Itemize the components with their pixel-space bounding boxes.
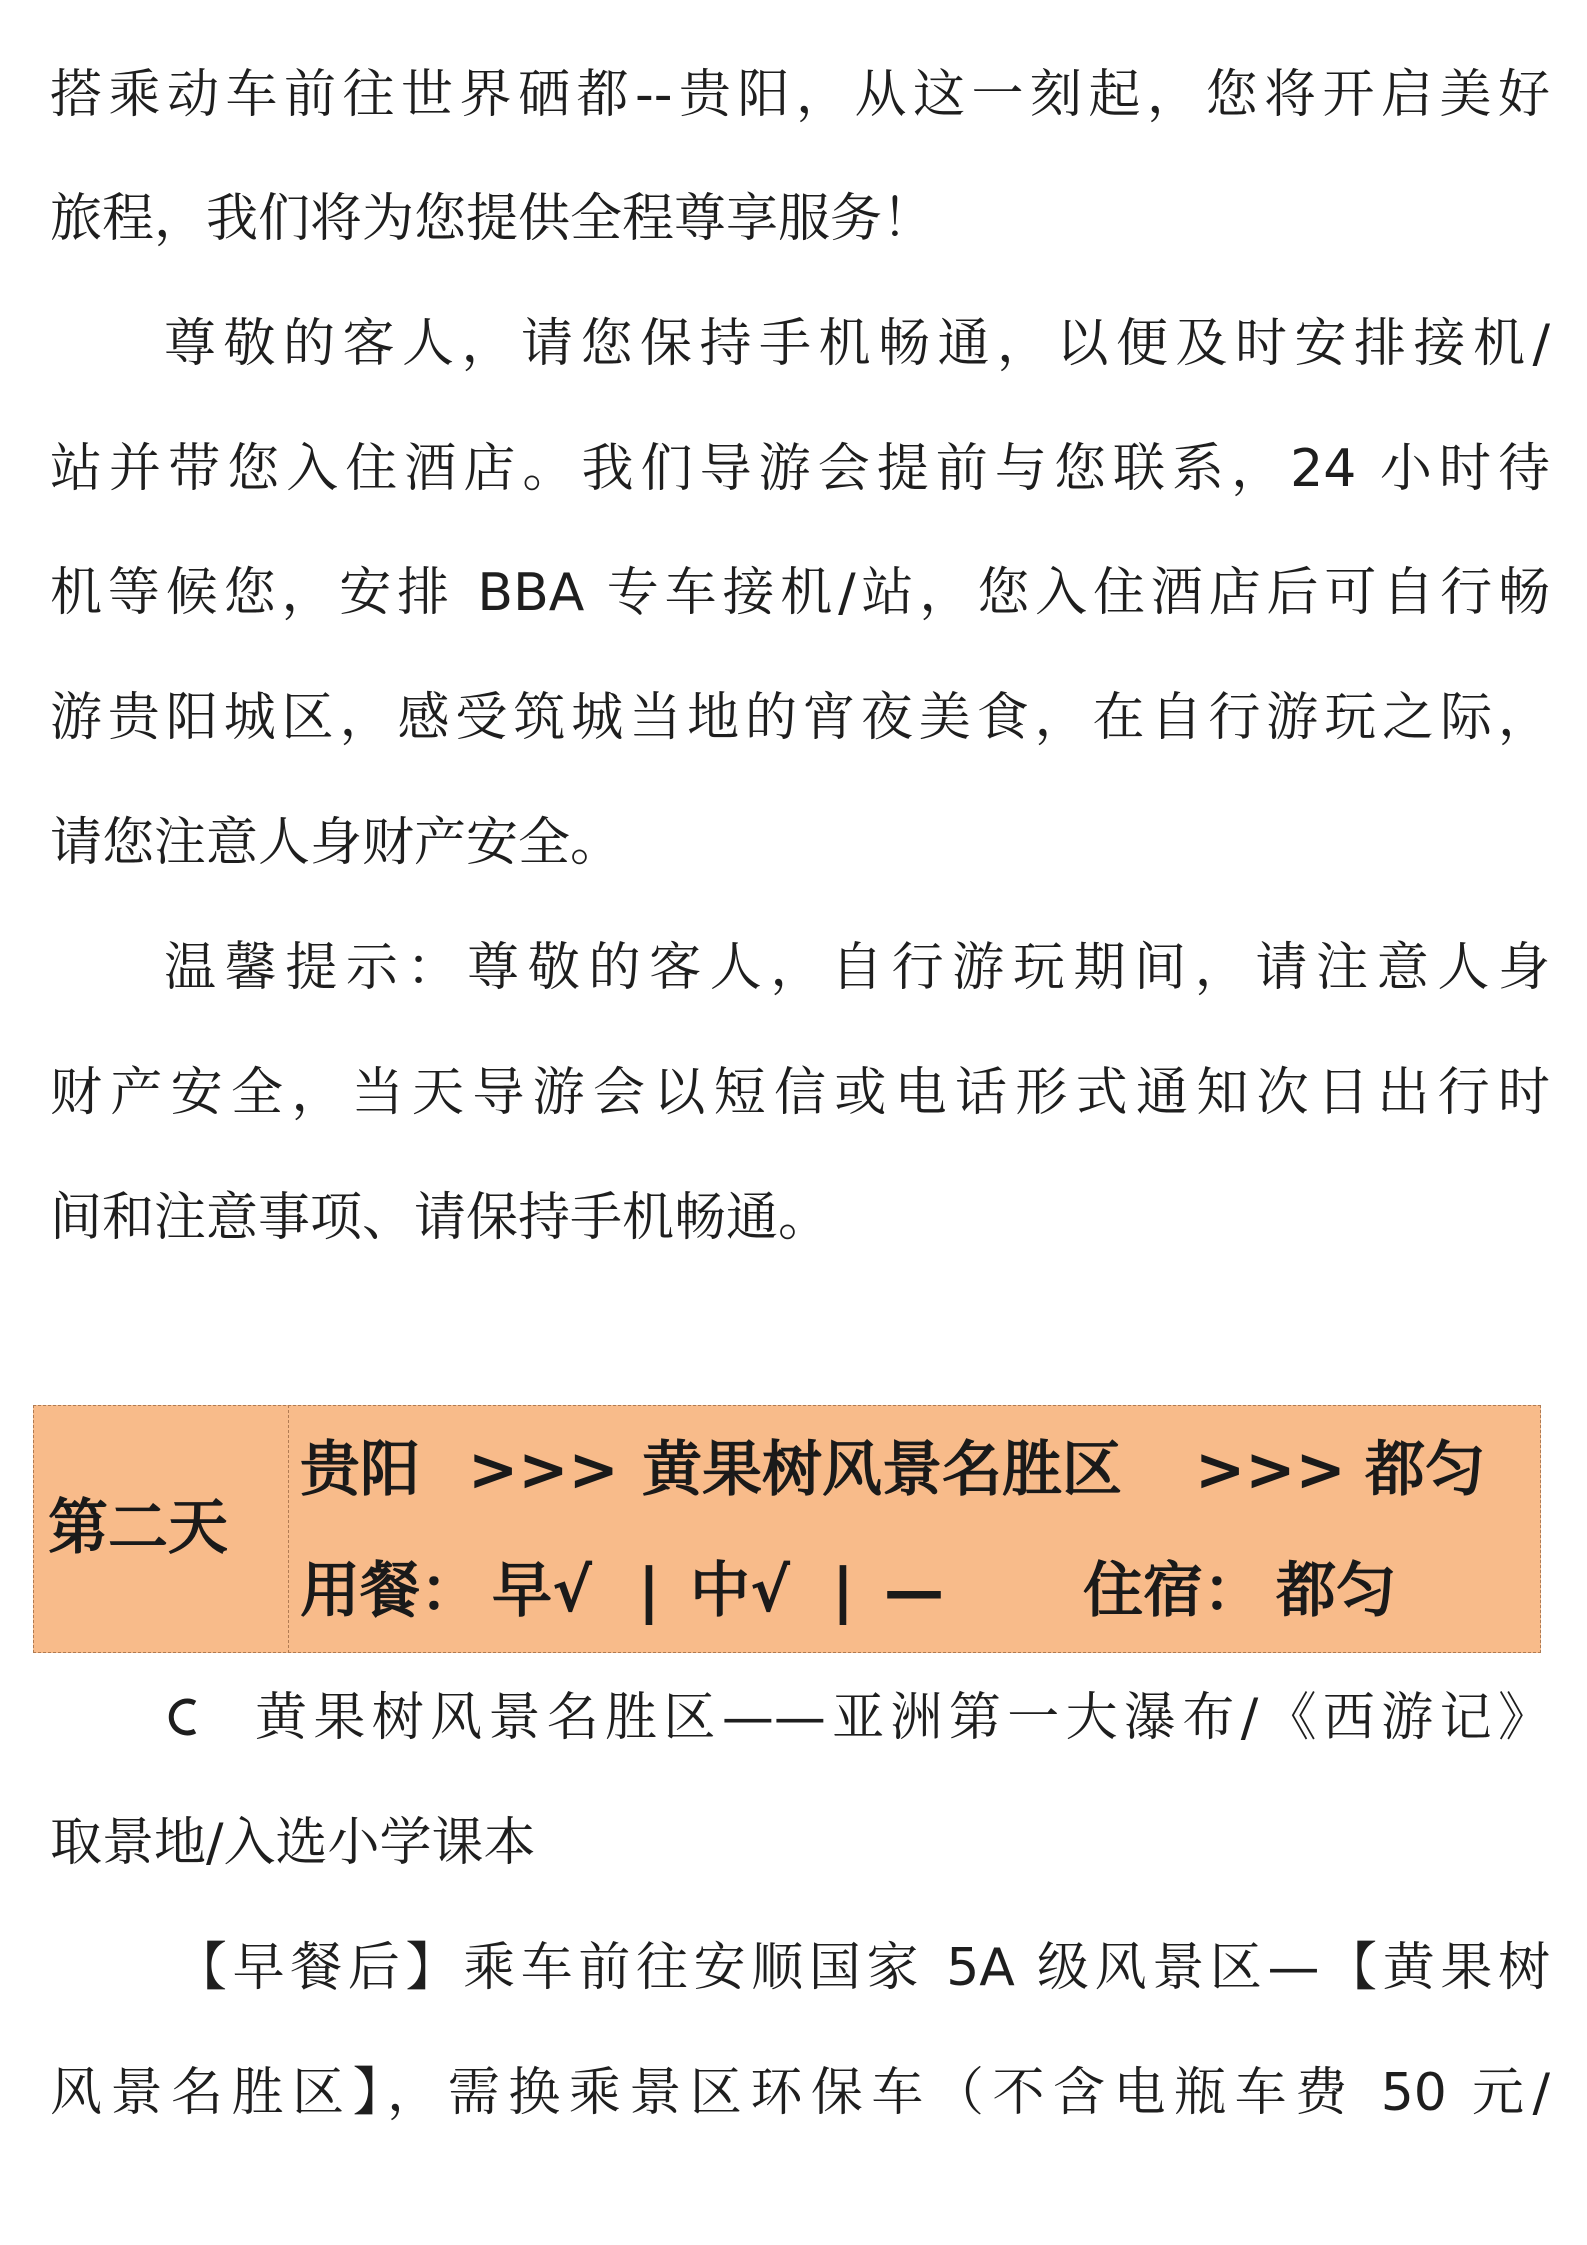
lodging-city: 都匀 — [1276, 1556, 1396, 1626]
meal-dinner: — — [884, 1556, 944, 1626]
paragraph-2-line-4: 游贵阳城区，感受筑城当地的宵夜美食，在自行游玩之际， — [50, 688, 1550, 748]
day-header-divider — [288, 1405, 289, 1653]
paragraph-1-line-1: 搭乘动车前往世界硒都--贵阳，从这一刻起，您将开启美好 — [50, 65, 1550, 125]
paragraph-3-line-2: 财产安全，当天导游会以短信或电话形式通知次日出行时 — [50, 1063, 1550, 1123]
meals-label: 用餐： — [300, 1556, 480, 1626]
meal-separator-2: | — [832, 1556, 854, 1626]
attraction-line-1: 黄果树风景名胜区——亚洲第一大瀑布/《西游记》 — [255, 1688, 1550, 1748]
route-to: 都匀 — [1365, 1435, 1485, 1505]
paragraph-2-line-2: 站并带您入住酒店。我们导游会提前与您联系，24 小时待 — [50, 439, 1550, 499]
paragraph-4-line-2: 风景名胜区】，需换乘景区环保车（不含电瓶车费 50 元/ — [50, 2063, 1550, 2123]
meal-breakfast: 早√ — [492, 1556, 593, 1626]
paragraph-4-line-1: 【早餐后】乘车前往安顺国家 5A 级风景区—【黄果树 — [175, 1938, 1550, 1998]
paragraph-2-line-3: 机等候您，安排 BBA 专车接机/站，您入住酒店后可自行畅 — [50, 563, 1550, 623]
lodging-label: 住宿： — [1083, 1556, 1263, 1626]
paragraph-1-line-2: 旅程，我们将为您提供全程尊享服务！ — [50, 189, 935, 249]
route-arrow-2: >>> — [1195, 1435, 1346, 1505]
meal-lunch: 中√ — [690, 1556, 791, 1626]
paragraph-3-line-1: 温馨提示：尊敬的客人，自行游玩期间，请注意人身 — [164, 938, 1550, 998]
route-arrow-1: >>> — [468, 1435, 619, 1505]
circle-outline-icon — [168, 1698, 206, 1736]
paragraph-3-line-3: 间和注意事项、请保持手机畅通。 — [50, 1188, 831, 1248]
paragraph-2-line-1: 尊敬的客人，请您保持手机畅通，以便及时安排接机/ — [164, 314, 1550, 374]
attraction-line-2: 取景地/入选小学课本 — [50, 1813, 536, 1873]
route-from: 贵阳 — [300, 1435, 420, 1505]
paragraph-2-line-5: 请您注意人身财产安全。 — [50, 813, 623, 873]
meal-separator-1: | — [638, 1556, 660, 1626]
day-label: 第二天 — [48, 1493, 228, 1563]
route-via: 黄果树风景名胜区 — [642, 1435, 1122, 1505]
